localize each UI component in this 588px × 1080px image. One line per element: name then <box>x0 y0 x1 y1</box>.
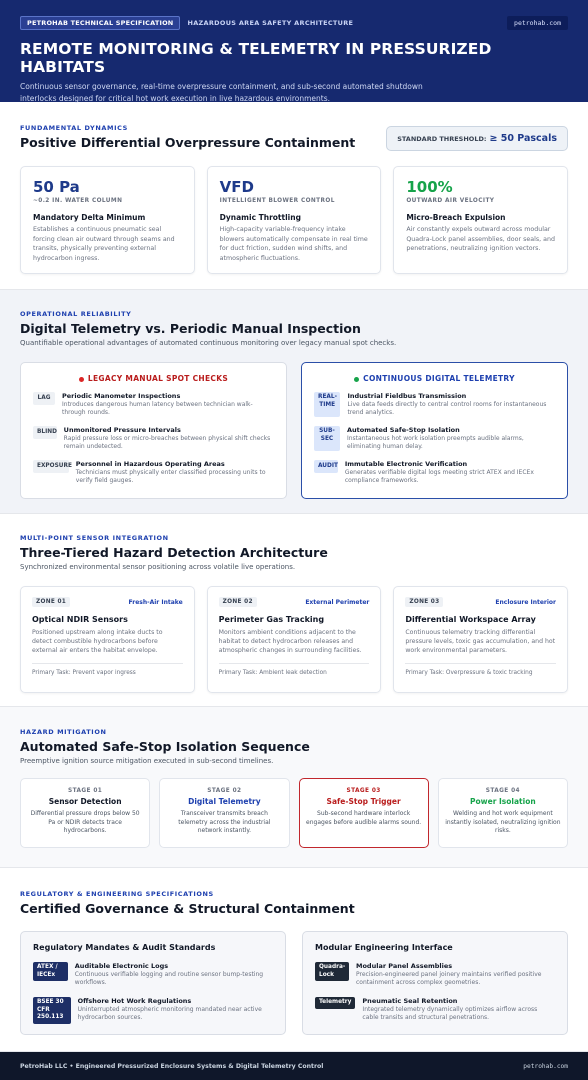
row-text: Introduces dangerous human latency between technician walk-through rounds. <box>62 401 253 416</box>
header-badge: PETROHAB TECHNICAL SPECIFICATION <box>20 16 180 30</box>
stage-title: Safe-Stop Trigger <box>326 797 401 806</box>
list-item <box>33 460 274 485</box>
zone-card <box>207 586 382 693</box>
row-tag: BSEE 30 CFR 250.113 <box>33 997 71 1024</box>
zone-location: Enclosure Interior <box>495 598 557 606</box>
row-tag: ATEX / IECEx <box>33 962 68 981</box>
zone-text: Monitors ambient conditions adjacent to the habitat to detect hydrocarbon releases and atmospheric changes in surrounding facilities. <box>218 629 362 654</box>
threshold-value: ≥ 50 Pascals <box>489 133 557 144</box>
list-item <box>315 962 555 987</box>
list-item <box>33 997 273 1024</box>
legacy-panel <box>20 362 287 499</box>
row-title: Unmonitored Pressure Intervals <box>63 426 181 434</box>
threshold-label: STANDARD THRESHOLD: <box>397 135 487 143</box>
stage-title: Sensor Detection <box>48 797 122 806</box>
list-item <box>33 426 274 451</box>
metric-card <box>393 166 568 274</box>
section-kicker: REGULATORY & ENGINEERING SPECIFICATIONS <box>20 890 214 898</box>
zone-title: Differential Workspace Array <box>405 615 536 624</box>
red-dot-icon <box>79 377 84 382</box>
row-text: Technicians must physically enter classified processing units to verify field gauges. <box>75 469 266 484</box>
row-text: Live data feeds directly to central control rooms for instantaneous trend analytics. <box>347 401 547 416</box>
zone-card <box>393 586 568 693</box>
row-tag: Quadra-Lock <box>315 962 349 981</box>
stage-number: STAGE 04 <box>485 788 520 794</box>
metric-text: High-capacity variable-frequency intake blowers automatically compensate in real time for duct friction, sudden wind shifts, and atmospheric fluctuations. <box>219 226 368 262</box>
row-tag: AUDIT <box>314 460 338 473</box>
stage-card <box>438 778 568 848</box>
section-mitigation <box>0 707 588 868</box>
zone-badge: ZONE 03 <box>405 597 443 607</box>
panel-title: Modular Engineering Interface <box>315 943 453 952</box>
stage-text: Welding and hot work equipment instantly isolated, neutralizing ignition risks. <box>445 810 561 834</box>
section-title: Digital Telemetry vs. Periodic Manual Inspection <box>20 321 361 336</box>
page-title: REMOTE MONITORING & TELEMETRY IN PRESSURIZED HABITATS <box>20 40 492 76</box>
metric-text: Air constantly expels outward across modular Quadra-Lock panel assemblies, door seals, and penetrations, neutralizing ignition vectors. <box>406 226 555 252</box>
page-footer <box>0 1052 588 1080</box>
zone-task: Primary Task: Prevent vapor ingress <box>32 663 183 676</box>
section-description: Synchronized environmental sensor positioning across volatile live operations. <box>20 563 296 571</box>
row-text: Precision-engineered panel joinery maintains verified positive containment across complex geometries. <box>356 971 542 986</box>
row-tag: REAL-TIME <box>314 392 340 417</box>
zone-text: Continuous telemetry tracking differential pressure levels, toxic gas accumulation, and hot work environmental parameters. <box>405 629 556 654</box>
row-title: Industrial Fieldbus Transmission <box>347 392 467 400</box>
section-dynamics <box>0 102 588 290</box>
threshold-badge <box>386 126 568 151</box>
section-kicker: FUNDAMENTAL DYNAMICS <box>20 124 128 132</box>
list-item <box>315 997 555 1022</box>
engineering-panel <box>302 931 568 1035</box>
row-title: Offshore Hot Work Regulations <box>77 997 192 1005</box>
stage-text: Transceiver transmits breach telemetry across the industrial network instantly. <box>178 810 271 834</box>
stage-title: Power Isolation <box>470 797 536 806</box>
list-item <box>314 426 555 451</box>
zone-badge: ZONE 01 <box>32 597 70 607</box>
row-tag: LAG <box>33 392 55 405</box>
row-tag: Telemetry <box>315 997 355 1009</box>
section-kicker: OPERATIONAL RELIABILITY <box>20 310 132 318</box>
section-description: Preemptive ignition source mitigation executed in sub-second timelines. <box>20 757 274 765</box>
row-text: Rapid pressure loss or micro-breaches between physical shift checks remain undetected. <box>63 435 271 450</box>
header-url-link[interactable]: petrohab.com <box>507 16 568 30</box>
row-title: Immutable Electronic Verification <box>344 460 468 468</box>
stage-card <box>159 778 289 848</box>
row-text: Uninterrupted atmospheric monitoring mandated near active hydrocarbon sources. <box>77 1006 262 1021</box>
row-title: Pneumatic Seal Retention <box>362 997 458 1005</box>
stage-text: Sub-second hardware interlock engages before audible alarms sound. <box>306 810 422 826</box>
row-text: Generates verifiable digital logs meeting strict ATEX and IECEx compliance frameworks. <box>344 469 534 484</box>
stage-card <box>20 778 150 848</box>
zone-text: Positioned upstream along intake ducts to detect combustible hydrocarbons before external air enters the habitat envelope. <box>32 629 163 654</box>
section-title: Certified Governance & Structural Containment <box>20 901 355 916</box>
zone-badge: ZONE 02 <box>219 597 257 607</box>
panel-title: Regulatory Mandates & Audit Standards <box>33 943 216 952</box>
legacy-panel-title: LEGACY MANUAL SPOT CHECKS <box>33 374 274 383</box>
row-title: Personnel in Hazardous Operating Areas <box>75 460 225 468</box>
regulatory-panel <box>20 931 286 1035</box>
zone-location: External Perimeter <box>305 598 370 606</box>
zone-task: Primary Task: Overpressure & toxic tracking <box>405 663 556 676</box>
list-item <box>33 962 273 987</box>
list-item <box>33 392 274 417</box>
row-title: Modular Panel Assemblies <box>356 962 453 970</box>
list-item <box>314 392 555 417</box>
metric-title: Dynamic Throttling <box>219 213 301 222</box>
metric-text: Establishes a continuous pneumatic seal forcing clean air outward through seams and transits, physically preventing external hydrocarbon ingress. <box>33 226 175 262</box>
zone-location: Fresh-Air Intake <box>128 598 183 606</box>
row-tag: EXPOSURE <box>33 460 69 473</box>
metric-value: VFD <box>219 178 254 196</box>
section-title: Automated Safe-Stop Isolation Sequence <box>20 739 310 754</box>
row-text: Instantaneous hot work isolation preempts audible alarms, eliminating human delay. <box>346 435 524 450</box>
stage-title: Digital Telemetry <box>188 797 261 806</box>
section-reliability <box>0 290 588 514</box>
page-header <box>0 0 588 102</box>
digital-panel <box>301 362 568 499</box>
metric-card <box>20 166 195 274</box>
page-description: Continuous sensor governance, real-time overpressure containment, and sub-second automated shutdown interlocks designed for critical hot work execution in live hazardous environments. <box>20 82 423 103</box>
zone-task: Primary Task: Ambient leak detection <box>219 663 370 676</box>
metric-value: 100% <box>406 178 453 196</box>
row-text: Continuous verifiable logging and routine sensor bump-testing workflows. <box>74 971 264 986</box>
metric-title: Micro-Breach Expulsion <box>406 213 506 222</box>
metric-value: 50 Pa <box>33 178 80 196</box>
green-dot-icon <box>354 377 359 382</box>
list-item <box>314 460 555 485</box>
section-title: Positive Differential Overpressure Containment <box>20 135 356 150</box>
metric-unit: OUTWARD AIR VELOCITY <box>406 198 495 204</box>
digital-panel-title: CONTINUOUS DIGITAL TELEMETRY <box>314 374 555 383</box>
zone-card <box>20 586 195 693</box>
row-text: Integrated telemetry dynamically optimizes airflow across cable transits and structural penetrations. <box>362 1006 538 1021</box>
row-title: Auditable Electronic Logs <box>74 962 169 970</box>
metric-unit: INTELLIGENT BLOWER CONTROL <box>219 198 335 204</box>
stage-number: STAGE 02 <box>207 788 242 794</box>
header-subtitle: HAZARDOUS AREA SAFETY ARCHITECTURE <box>187 18 354 27</box>
footer-url-link[interactable]: petrohab.com <box>523 1062 568 1070</box>
row-title: Automated Safe-Stop Isolation <box>346 426 460 434</box>
section-kicker: MULTI-POINT SENSOR INTEGRATION <box>20 534 169 542</box>
metric-unit: ~0.2 IN. WATER COLUMN <box>33 198 123 204</box>
section-description: Quantifiable operational advantages of automated continuous monitoring over legacy manual spot checks. <box>20 339 397 347</box>
row-tag: BLIND <box>33 426 57 439</box>
row-tag: SUB-SEC <box>314 426 340 451</box>
stage-text: Differential pressure drops below 50 Pa or NDIR detects trace hydrocarbons. <box>30 810 140 834</box>
section-governance <box>0 868 588 1052</box>
metric-title: Mandatory Delta Minimum <box>33 213 146 222</box>
section-title: Three-Tiered Hazard Detection Architecture <box>20 545 328 560</box>
stage-card-highlighted <box>299 778 429 848</box>
footer-text: PetroHab LLC • Engineered Pressurized Enclosure Systems & Digital Telemetry Control <box>20 1062 324 1070</box>
stage-number: STAGE 01 <box>68 788 103 794</box>
zone-title: Optical NDIR Sensors <box>32 615 128 624</box>
section-kicker: HAZARD MITIGATION <box>20 728 107 736</box>
metric-card <box>207 166 382 274</box>
stage-number: STAGE 03 <box>346 788 381 794</box>
section-detection <box>0 514 588 707</box>
zone-title: Perimeter Gas Tracking <box>218 615 325 624</box>
row-title: Periodic Manometer Inspections <box>62 392 181 400</box>
